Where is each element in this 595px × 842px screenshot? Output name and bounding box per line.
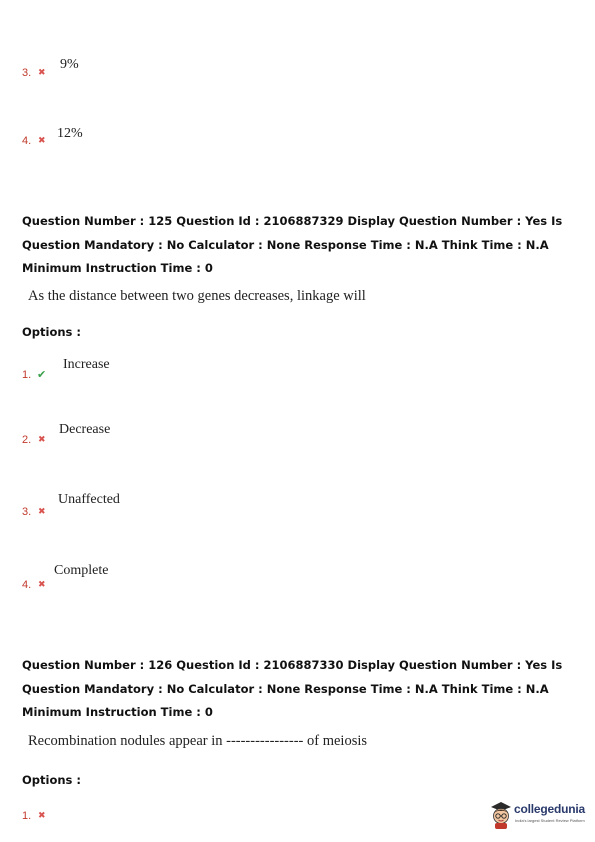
question-meta: Question Number : 125 Question Id : 2106887329 Display Question Number : Yes Is Question Mandatory : No Calculator : None Response Time : N.A Think Time : N.A Minimum Instruction Time : 0 [22,214,563,275]
option-number: 4. [22,135,32,147]
check-mark-icon: ✔ [37,368,47,381]
option-text: 12% [57,126,83,141]
options-label: Options : [22,773,81,787]
question-text: As the distance between two genes decreases, linkage will [28,288,366,304]
student-mascot-icon [489,800,513,830]
option-text: Increase [63,357,110,372]
wrong-mark-icon: ✖ [38,507,46,517]
option-text: 9% [60,57,79,72]
question-text: Recombination nodules appear in ---------------- of meiosis [28,733,368,749]
wrong-mark-icon: ✖ [38,136,46,146]
wrong-mark-icon: ✖ [38,68,46,78]
option-number: 3. [22,67,32,79]
option-text: Unaffected [58,492,120,507]
option-number: 1. [22,810,32,822]
option-number: 2. [22,434,32,446]
wrong-mark-icon: ✖ [38,435,46,445]
option-text: Complete [54,563,109,578]
wrong-mark-icon: ✖ [38,811,46,821]
options-label: Options : [22,325,81,339]
collegedunia-logo [489,800,589,830]
option-text: Decrease [59,422,111,437]
logo-tagline: India's largest Student Review Platform [515,818,585,823]
option-number: 1. [22,369,32,381]
wrong-mark-icon: ✖ [38,580,46,590]
logo-name: collegedunia [514,802,585,816]
option-number: 3. [22,506,32,518]
option-number: 4. [22,579,32,591]
question-meta: Question Number : 126 Question Id : 2106887330 Display Question Number : Yes Is Question Mandatory : No Calculator : None Response Time : N.A Think Time : N.A Minimum Instruction Time : 0 [22,658,563,719]
